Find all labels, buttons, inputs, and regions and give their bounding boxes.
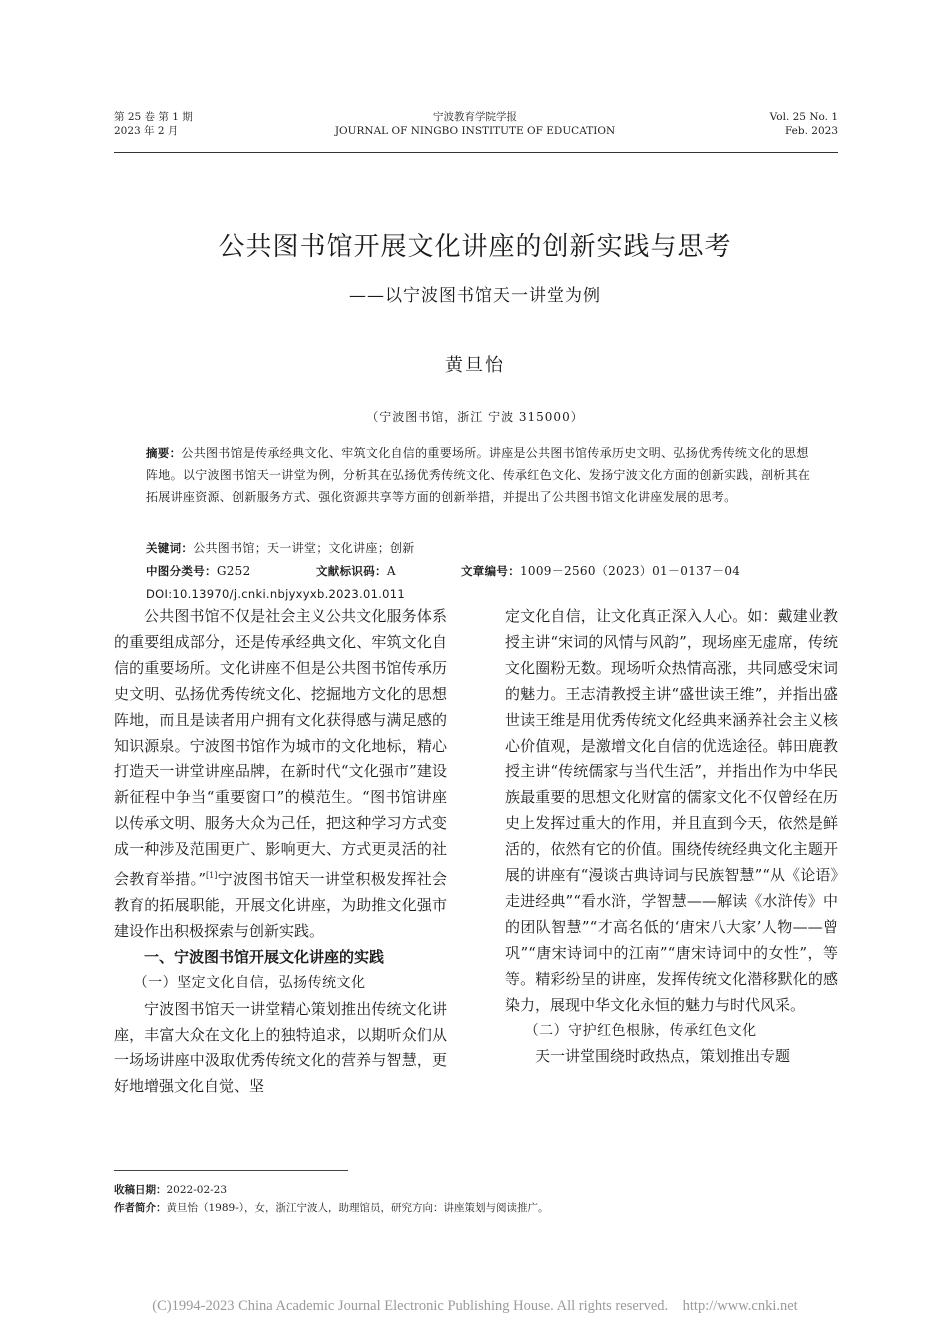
volume-issue-en: Vol. 25 No. 1	[769, 111, 838, 123]
abstract	[146, 442, 816, 508]
abstract-text: 公共图书馆是传承经典文化、牢筑文化自信的重要场所。讲座是公共图书馆传承历史文明、弘扬优秀传统文化的思想阵地。以宁波图书馆天一讲堂为例，分析其在弘扬优秀传统文化、传承红色文化、发扬宁波文化方面的创新实践，剖析其在拓展讲座资源、创新服务方式、强化资源共享等方面的创新举措，并提出了公共图书馆文化讲座发展的思考。	[146, 446, 811, 504]
author-affiliation: （宁波图书馆，浙江 宁波 315000）	[366, 410, 584, 424]
section-heading-1: 一、宁波图书馆开展文化讲座的实践	[144, 947, 385, 966]
document-code	[316, 560, 461, 582]
body-column-left	[114, 604, 447, 1100]
subsection-heading-2: （二）守护红色根脉，传承红色文化	[524, 1022, 757, 1039]
author-bio-label: 作者简介：	[114, 1202, 167, 1214]
intro-paragraph	[114, 604, 447, 945]
author-bio	[114, 1200, 549, 1216]
paper-subtitle: ——以宁波图书馆天一讲堂为例	[349, 286, 601, 306]
doc-code-value: A	[386, 564, 396, 578]
clc-number	[146, 560, 316, 582]
body-paragraph-continued: 定文化自信，让文化真正深入人心。如：戴建业教授主讲“宋词的风情与风韵”，现场座无虚席，传统文化圈粉无数。现场听众热情高涨，共同感受宋词的魅力。王志清教授主讲“盛世读王维”，并指出盛世读王维是用优秀传统文化经典来涵养社会主义核心价值观，是激增文化自信的优选途径。韩田鹿教授主讲“传统儒家与当代生活”，并指出作为中华民族最重要的思想文化财富的儒家文化不仅曾经在历史上发挥过重大的作用，并且直到今天，依然是鲜活的，依然有它的价值。围绕传统经典文化主题开展的讲座有“漫谈古典诗词与民族智慧”“从《论语》走进经典”“看水浒，学智慧——解读《水浒传》中的团队智慧”“才高名低的‘唐宋八大家’人物——曾巩”“唐宋诗词中的江南”“唐宋诗词中的女性”，等等。精彩纷呈的讲座，发挥传统文化潜移默化的感染力，展现中华文化永恒的魅力与时代风采。	[505, 607, 838, 1014]
header-right	[770, 110, 838, 138]
received-value: 2022-02-23	[166, 1184, 228, 1196]
body-column-right	[505, 604, 838, 1070]
clc-label: 中图分类号：	[146, 564, 217, 578]
publication-date-en: Feb. 2023	[784, 125, 838, 137]
body-paragraph: 天一讲堂围绕时政热点，策划推出专题	[535, 1047, 791, 1066]
author-name: 黄旦怡	[445, 355, 505, 376]
journal-name-cn: 宁波教育学院学报	[433, 111, 517, 123]
paper-title: 公共图书馆开展文化讲座的创新实践与思考	[218, 232, 732, 262]
keywords	[146, 537, 816, 559]
article-number-value: 1009－2560（2023）01－0137－04	[520, 564, 741, 578]
doi: DOI:10.13970/j.cnki.nbjyxyxb.2023.01.011	[146, 587, 406, 601]
author-bio-value: 黄旦怡（1989-），女，浙江宁波人，助理馆员，研究方向：讲座策划与阅读推广。	[166, 1202, 549, 1214]
keywords-text: 公共图书馆；天一讲堂；文化讲座；创新	[193, 541, 415, 555]
body-paragraph: 宁波图书馆天一讲堂精心策划推出传统文化讲座，丰富大众在文化上的独特追求，以期听众们从一场场讲座中汲取优秀传统文化的营养与智慧，更好地增强文化自觉、坚	[114, 999, 447, 1096]
journal-name-en: JOURNAL OF NINGBO INSTITUTE OF EDUCATION	[334, 125, 616, 137]
received-date	[114, 1182, 227, 1198]
publication-date: 2023 年 2 月	[114, 125, 179, 137]
header-rule	[114, 152, 838, 153]
copyright-notice: (C)1994-2023 China Academic Journal Electronic Publishing House. All rights reserved. http://www.cnki.net	[152, 1298, 798, 1314]
article-number	[461, 560, 740, 582]
clc-value: G252	[216, 564, 251, 578]
intro-text-b: 宁波图书馆天一讲堂积极发挥社会教育的拓展职能，开展文化讲座，为助推文化强市建设作出积极探索与创新实践。	[114, 870, 447, 940]
subsection-heading-1: （一）坚定文化自信，弘扬传统文化	[133, 974, 366, 991]
keywords-label: 关键词：	[146, 541, 194, 555]
intro-text-a: 公共图书馆不仅是社会主义公共文化服务体系的重要组成部分，还是传承经典文化、牢筑文化自信的重要场所。文化讲座不但是公共图书馆传承历史文明、弘扬优秀传统文化、挖掘地方文化的思想阵地，而且是读者用户拥有文化获得感与满足感的知识源泉。宁波图书馆作为城市的文化地标，精心打造天一讲堂讲座品牌，在新时代“文化强市”建设新征程中争当“重要窗口”的模范生。“图书馆讲座以传承文明、服务大众为己任，把这种学习方式变成一种涉及范围更广、影响更大、方式更灵活的社会教育举措。”	[114, 607, 447, 889]
article-number-label: 文章编号：	[461, 564, 520, 578]
received-label: 收稿日期：	[114, 1184, 167, 1196]
abstract-label: 摘要：	[146, 446, 182, 460]
volume-issue: 第 25 卷 第 1 期	[114, 111, 193, 123]
footnote-rule	[114, 1170, 348, 1171]
doc-code-label: 文献标识码：	[316, 564, 387, 578]
citation-ref: [1]	[206, 871, 218, 881]
classification-line	[146, 560, 816, 582]
